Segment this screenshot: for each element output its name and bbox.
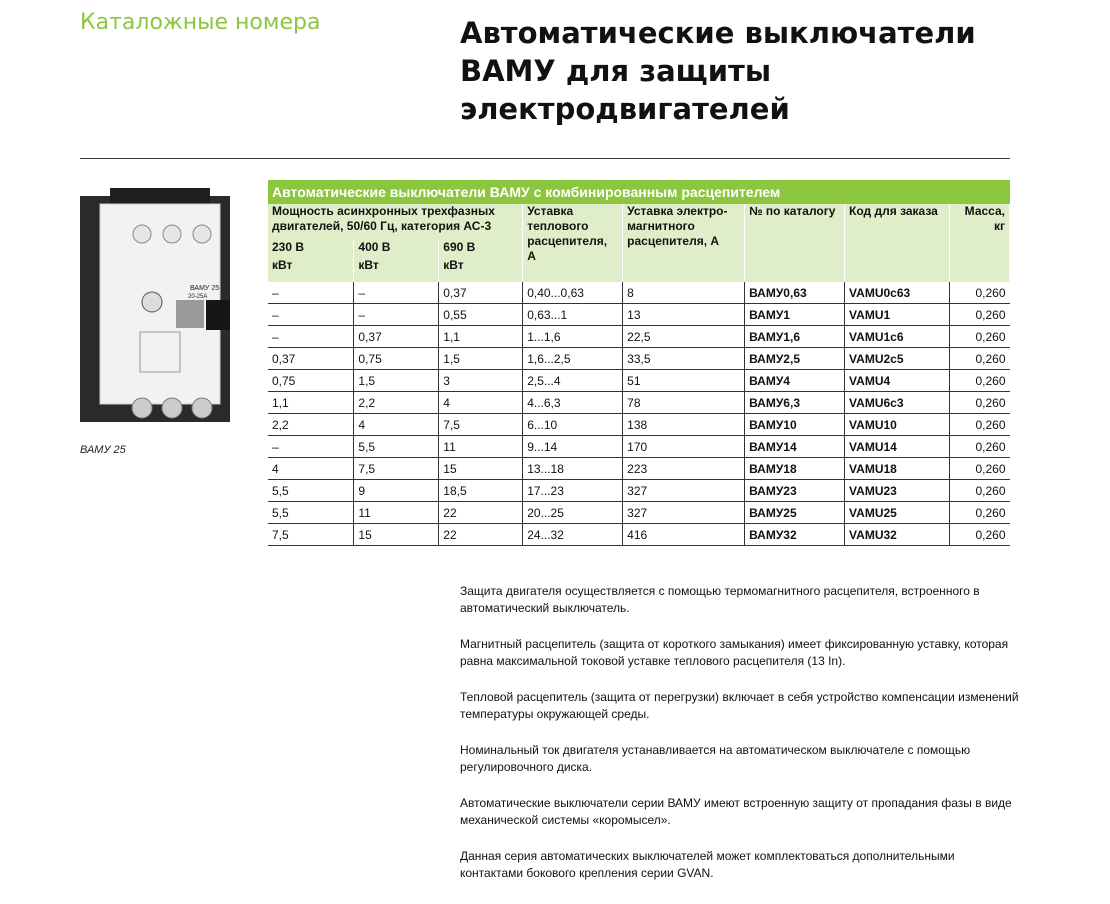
top-terminal-1	[133, 225, 151, 243]
mass-cell: 0,260	[949, 414, 1009, 436]
thermal-setting-cell: 9...14	[523, 436, 623, 458]
order-code-cell: VAMU23	[845, 480, 950, 502]
power-400v-cell: 9	[354, 480, 439, 502]
mass-cell: 0,260	[949, 480, 1009, 502]
order-code-cell: VAMU14	[845, 436, 950, 458]
thermal-setting-cell: 1,6...2,5	[523, 348, 623, 370]
table-row	[268, 282, 1010, 304]
table-row	[268, 414, 1010, 436]
power-400v-cell: 5,5	[354, 436, 439, 458]
table-banner: Автоматические выключатели ВАМУ с комбинированным расцепителем	[268, 180, 1010, 204]
catalog-number-cell: ВАМУ1	[745, 304, 845, 326]
thermal-setting-cell: 0,63...1	[523, 304, 623, 326]
power-400v-cell: 2,2	[354, 392, 439, 414]
thermal-setting-cell: 20...25	[523, 502, 623, 524]
adjustment-dial	[142, 292, 162, 312]
power-690v-cell: 1,1	[439, 326, 523, 348]
product-caption: ВАМУ 25	[80, 444, 126, 456]
power-690v-cell: 15	[439, 458, 523, 480]
order-code-cell: VAMU10	[845, 414, 950, 436]
mass-cell: 0,260	[949, 502, 1009, 524]
order-header: Код для заказа	[845, 204, 950, 282]
note-paragraph: Защита двигателя осуществляется с помощью термомагнитного расцепителя, встроенного в автоматический выключатель.	[460, 584, 980, 615]
magnetic-setting-cell: 327	[623, 480, 745, 502]
power-400v-cell: 11	[354, 502, 439, 524]
magnetic-setting-cell: 327	[623, 502, 745, 524]
magnetic-setting-cell: 33,5	[623, 348, 745, 370]
power-690v-cell: 7,5	[439, 414, 523, 436]
power-230v-cell: –	[268, 326, 354, 348]
magnetic-setting-cell: 138	[623, 414, 745, 436]
table-row	[268, 326, 1010, 348]
power-230v-cell: 5,5	[268, 502, 354, 524]
power-230v-cell: 0,75	[268, 370, 354, 392]
order-code-cell: VAMU1	[845, 304, 950, 326]
power-230v-cell: 0,37	[268, 348, 354, 370]
top-terminal-3	[193, 225, 211, 243]
table-row	[268, 436, 1010, 458]
power-header: Мощность асинхронных трехфазных двигателей, 50/60 Гц, категория АС-3	[268, 204, 523, 240]
bottom-terminal-2	[162, 398, 182, 418]
note-paragraph: Автоматические выключатели серии ВАМУ имеют встроенную защиту от пропадания фазы в виде механической системы «коромысел».	[460, 796, 1012, 827]
power-690v-cell: 11	[439, 436, 523, 458]
table-row	[268, 458, 1010, 480]
power-230v-cell: –	[268, 282, 354, 304]
table-row	[268, 348, 1010, 370]
magnetic-setting-cell: 170	[623, 436, 745, 458]
power-400v-cell: –	[354, 282, 439, 304]
divider	[80, 158, 1010, 159]
device-label: ВАМУ 25	[190, 285, 220, 292]
thermal-setting-cell: 6...10	[523, 414, 623, 436]
power-690v-cell: 4	[439, 392, 523, 414]
order-code-cell: VAMU2c5	[845, 348, 950, 370]
power-230v-cell: 4	[268, 458, 354, 480]
power-400v-cell: 15	[354, 524, 439, 546]
catalog-number-cell: ВАМУ23	[745, 480, 845, 502]
order-code-cell: VAMU18	[845, 458, 950, 480]
power-690v-cell: 0,55	[439, 304, 523, 326]
power-690v-cell: 1,5	[439, 348, 523, 370]
thermal-setting-cell: 17...23	[523, 480, 623, 502]
magnetic-setting-cell: 22,5	[623, 326, 745, 348]
mass-cell: 0,260	[949, 282, 1009, 304]
power-400v-cell: –	[354, 304, 439, 326]
power-230v-cell: –	[268, 304, 354, 326]
magnetic-setting-cell: 78	[623, 392, 745, 414]
power-400v-cell: 1,5	[354, 370, 439, 392]
magnetic-header: Уставка электро-магнитного расцепителя, А	[623, 204, 745, 282]
order-code-cell: VAMU25	[845, 502, 950, 524]
power-400v-cell: 7,5	[354, 458, 439, 480]
power-230v-cell: 7,5	[268, 524, 354, 546]
thermal-setting-cell: 0,40...0,63	[523, 282, 623, 304]
mass-cell: 0,260	[949, 436, 1009, 458]
voltage-400-header: 400 В	[354, 240, 439, 258]
table-row	[268, 304, 1010, 326]
unit-kw-header: кВт	[354, 258, 439, 282]
power-690v-cell: 3	[439, 370, 523, 392]
catalog-number-cell: ВАМУ10	[745, 414, 845, 436]
catalog-number-cell: ВАМУ18	[745, 458, 845, 480]
magnetic-setting-cell: 51	[623, 370, 745, 392]
catalog-number-cell: ВАМУ0,63	[745, 282, 845, 304]
table-row	[268, 524, 1010, 546]
spec-table	[268, 180, 1010, 546]
bottom-terminal-1	[132, 398, 152, 418]
order-code-cell: VAMU32	[845, 524, 950, 546]
order-code-cell: VAMU1c6	[845, 326, 950, 348]
mass-cell: 0,260	[949, 392, 1009, 414]
thermal-header: Уставка теплового расцепителя, А	[523, 204, 623, 282]
device-rating: 20-25А	[188, 294, 208, 300]
power-690v-cell: 0,37	[439, 282, 523, 304]
mass-cell: 0,260	[949, 348, 1009, 370]
product-image	[80, 182, 230, 432]
unit-kw-header: кВт	[268, 258, 354, 282]
power-400v-cell: 0,37	[354, 326, 439, 348]
voltage-690-header: 690 В	[439, 240, 523, 258]
catalog-number-cell: ВАМУ32	[745, 524, 845, 546]
section-label: Каталожные номера	[80, 10, 321, 35]
unit-kw-header: кВт	[439, 258, 523, 282]
mass-cell: 0,260	[949, 326, 1009, 348]
catalog-number-cell: ВАМУ14	[745, 436, 845, 458]
catalog-number-cell: ВАМУ25	[745, 502, 845, 524]
order-code-cell: VAMU6c3	[845, 392, 950, 414]
magnetic-setting-cell: 223	[623, 458, 745, 480]
table-row	[268, 370, 1010, 392]
thermal-setting-cell: 24...32	[523, 524, 623, 546]
catalog-number-cell: ВАМУ2,5	[745, 348, 845, 370]
power-690v-cell: 22	[439, 502, 523, 524]
mass-cell: 0,260	[949, 370, 1009, 392]
start-button	[176, 300, 204, 328]
bottom-terminal-3	[192, 398, 212, 418]
power-230v-cell: 5,5	[268, 480, 354, 502]
stop-button	[206, 300, 230, 330]
thermal-setting-cell: 1...1,6	[523, 326, 623, 348]
note-paragraph: Магнитный расцепитель (защита от короткого замыкания) имеет фиксированную уставку, которая равна максимальной токовой уставке теплового расцепителя (13 In).	[460, 637, 1009, 668]
catalog-number-cell: ВАМУ4	[745, 370, 845, 392]
page-title: Автоматические выключатели ВАМУ для защиты электродвигателей	[460, 16, 976, 126]
power-400v-cell: 4	[354, 414, 439, 436]
thermal-setting-cell: 4...6,3	[523, 392, 623, 414]
magnetic-setting-cell: 8	[623, 282, 745, 304]
note-paragraph: Номинальный ток двигателя устанавливается на автоматическом выключателе с помощью регулировочного диска.	[460, 743, 971, 774]
description-notes	[460, 583, 1020, 901]
order-code-cell: VAMU0c63	[845, 282, 950, 304]
catalog-header: № по каталогу	[745, 204, 845, 282]
magnetic-setting-cell: 13	[623, 304, 745, 326]
note-paragraph: Данная серия автоматических выключателей может комплектоваться дополнительными контактами бокового крепления серии GVAN.	[460, 849, 955, 880]
table-row	[268, 480, 1010, 502]
power-690v-cell: 18,5	[439, 480, 523, 502]
catalog-number-cell: ВАМУ1,6	[745, 326, 845, 348]
magnetic-setting-cell: 416	[623, 524, 745, 546]
mass-cell: 0,260	[949, 458, 1009, 480]
table-row	[268, 502, 1010, 524]
thermal-setting-cell: 2,5...4	[523, 370, 623, 392]
power-230v-cell: 1,1	[268, 392, 354, 414]
top-terminal-2	[163, 225, 181, 243]
catalog-number-cell: ВАМУ6,3	[745, 392, 845, 414]
power-400v-cell: 0,75	[354, 348, 439, 370]
power-230v-cell: 2,2	[268, 414, 354, 436]
thermal-setting-cell: 13...18	[523, 458, 623, 480]
voltage-230-header: 230 В	[268, 240, 354, 258]
power-230v-cell: –	[268, 436, 354, 458]
table-row	[268, 392, 1010, 414]
mass-cell: 0,260	[949, 304, 1009, 326]
mass-header: Масса, кг	[949, 204, 1009, 282]
note-paragraph: Тепловой расцепитель (защита от перегрузки) включает в себя устройство компенсации изменений температуры окружающей среды.	[460, 690, 1019, 721]
mass-cell: 0,260	[949, 524, 1009, 546]
power-690v-cell: 22	[439, 524, 523, 546]
order-code-cell: VAMU4	[845, 370, 950, 392]
